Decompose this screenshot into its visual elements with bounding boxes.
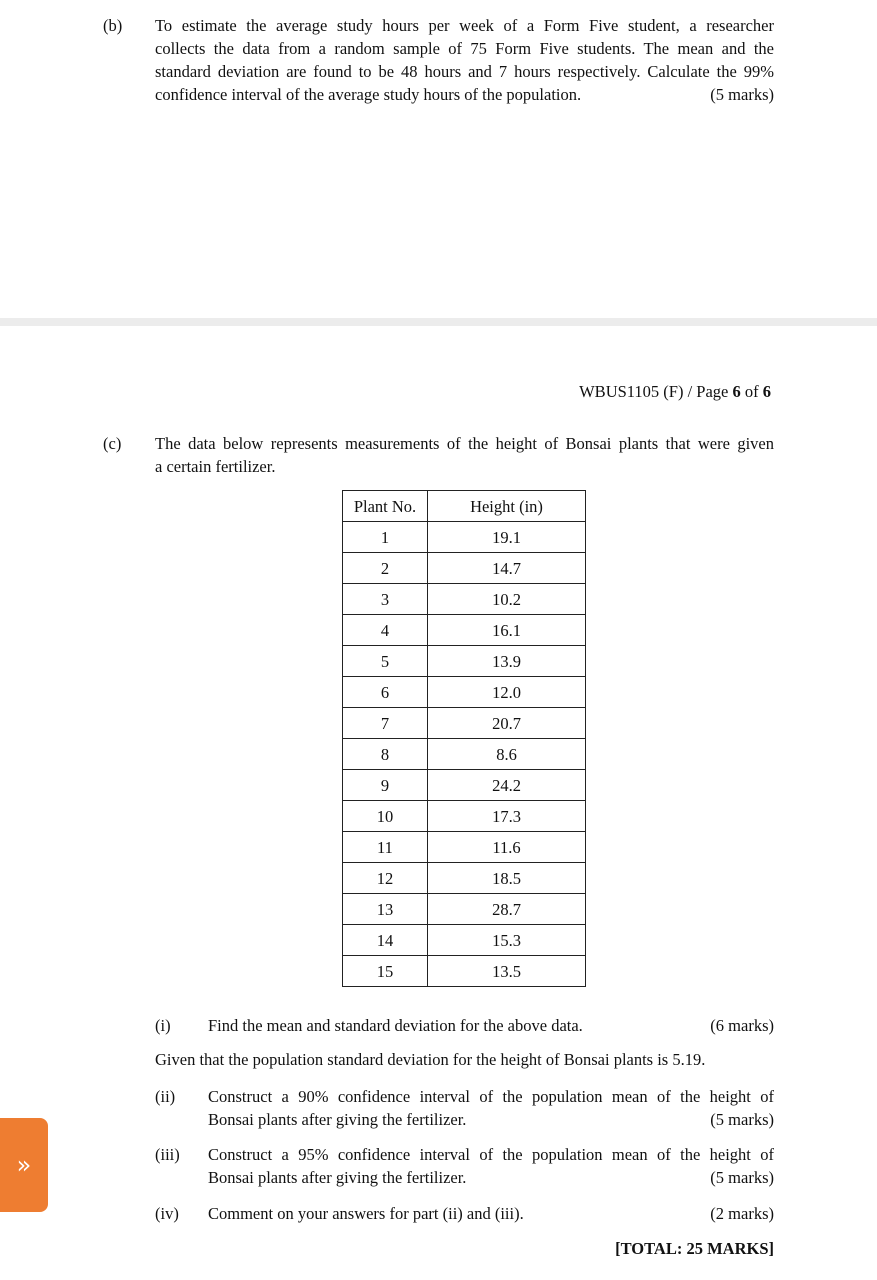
height-cell: 28.7	[428, 894, 586, 925]
table-row	[343, 925, 586, 956]
part-b-line: collects the data from a random sample of 75 Form Five students. The mean and the	[155, 39, 774, 58]
part-b-label: (b)	[103, 16, 123, 35]
height-cell: 12.0	[428, 677, 586, 708]
part-b-question	[155, 14, 774, 106]
table-row	[343, 770, 586, 801]
height-cell: 16.1	[428, 615, 586, 646]
part-c-line: a certain fertilizer.	[155, 457, 276, 476]
plant-no-cell: 5	[343, 646, 428, 677]
plant-no-cell: 11	[343, 832, 428, 863]
plant-no-cell: 13	[343, 894, 428, 925]
plant-no-cell: 15	[343, 956, 428, 987]
table-row	[343, 894, 586, 925]
plant-no-cell: 12	[343, 863, 428, 894]
q-iv-marks: (2 marks)	[710, 1204, 774, 1223]
q-i	[208, 1014, 774, 1037]
height-cell: 15.3	[428, 925, 586, 956]
table-row	[343, 677, 586, 708]
table-row	[343, 956, 586, 987]
part-b-line: confidence interval of the average study hours of the population.	[155, 85, 582, 104]
q-ii-line2: Bonsai plants after giving the fertilizer.	[208, 1110, 467, 1129]
table-header-row	[343, 491, 586, 522]
q-iv-text: Comment on your answers for part (ii) and (iii).	[208, 1204, 524, 1223]
column-header-height: Height (in)	[428, 491, 586, 522]
plant-no-cell: 9	[343, 770, 428, 801]
table-row	[343, 739, 586, 770]
table-row	[343, 584, 586, 615]
table-row	[343, 646, 586, 677]
q-ii	[208, 1085, 774, 1131]
height-cell: 8.6	[428, 739, 586, 770]
q-iv-label: (iv)	[155, 1204, 179, 1223]
height-cell: 11.6	[428, 832, 586, 863]
total-marks: [TOTAL: 25 MARKS]	[615, 1239, 774, 1258]
q-i-marks: (6 marks)	[710, 1016, 774, 1035]
column-header-plant-no: Plant No.	[343, 491, 428, 522]
part-c-intro	[155, 432, 774, 478]
height-cell: 10.2	[428, 584, 586, 615]
page-footer	[579, 380, 771, 403]
footer-page-number: 6	[732, 382, 741, 401]
footer-page-total: 6	[762, 382, 771, 401]
double-chevron-right-icon: »	[16, 1150, 32, 1179]
q-iii-line2: Bonsai plants after giving the fertilizer.	[208, 1168, 467, 1187]
q-ii-line1: Construct a 90% confidence interval of the population mean of the height of	[208, 1087, 774, 1106]
part-b-line: To estimate the average study hours per week of a Form Five student, a researcher	[155, 16, 774, 35]
plant-no-cell: 1	[343, 522, 428, 553]
height-cell: 19.1	[428, 522, 586, 553]
part-c-line: The data below represents measurements of the height of Bonsai plants that were given	[155, 434, 774, 453]
page-divider	[0, 318, 877, 326]
height-cell: 13.5	[428, 956, 586, 987]
plant-no-cell: 2	[343, 553, 428, 584]
height-cell: 18.5	[428, 863, 586, 894]
plant-no-cell: 14	[343, 925, 428, 956]
part-c-label: (c)	[103, 434, 122, 453]
part-b-marks: (5 marks)	[710, 85, 774, 104]
footer-course-code: WBUS1105 (F) / Page	[579, 382, 733, 401]
plant-no-cell: 4	[343, 615, 428, 646]
height-cell: 14.7	[428, 553, 586, 584]
q-i-text: Find the mean and standard deviation for the above data.	[208, 1016, 583, 1035]
table-row	[343, 522, 586, 553]
table-row	[343, 801, 586, 832]
bonsai-height-table	[342, 490, 586, 987]
table-row	[343, 553, 586, 584]
q-iv	[208, 1202, 774, 1225]
height-cell: 20.7	[428, 708, 586, 739]
plant-no-cell: 10	[343, 801, 428, 832]
table-row	[343, 615, 586, 646]
q-ii-label: (ii)	[155, 1087, 176, 1106]
q-iii-label: (iii)	[155, 1145, 180, 1164]
height-cell: 24.2	[428, 770, 586, 801]
given-statement: Given that the population standard deviation for the height of Bonsai plants is 5.19.	[155, 1050, 706, 1069]
table-row	[343, 708, 586, 739]
expand-panel-button[interactable]	[0, 1118, 48, 1212]
plant-no-cell: 3	[343, 584, 428, 615]
q-iii-line1: Construct a 95% confidence interval of the population mean of the height of	[208, 1145, 774, 1164]
part-b-line: standard deviation are found to be 48 hours and 7 hours respectively. Calculate the 99%	[155, 62, 774, 81]
q-ii-marks: (5 marks)	[710, 1110, 774, 1129]
plant-no-cell: 8	[343, 739, 428, 770]
table-row	[343, 863, 586, 894]
height-cell: 17.3	[428, 801, 586, 832]
q-iii	[208, 1143, 774, 1189]
q-iii-marks: (5 marks)	[710, 1168, 774, 1187]
table-row	[343, 832, 586, 863]
q-i-label: (i)	[155, 1016, 171, 1035]
height-cell: 13.9	[428, 646, 586, 677]
plant-no-cell: 6	[343, 677, 428, 708]
footer-of: of	[740, 382, 763, 401]
plant-no-cell: 7	[343, 708, 428, 739]
